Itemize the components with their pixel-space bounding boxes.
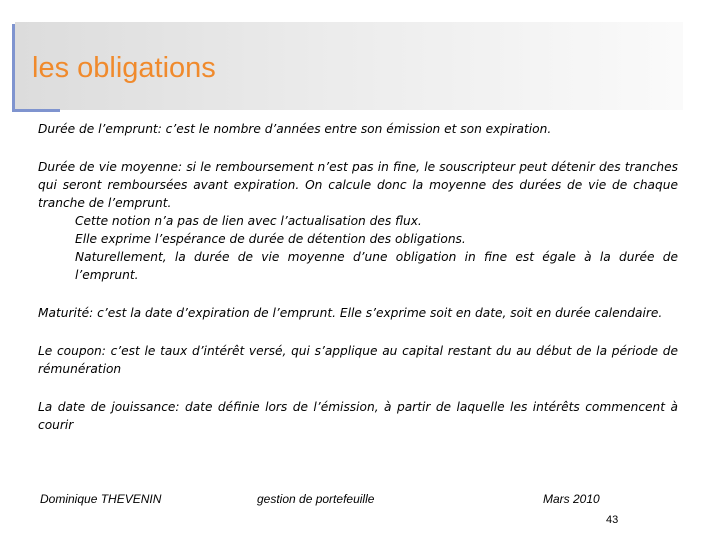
sub-point-in-fine: Naturellement, la durée de vie moyenne d’une obligation in fine est égale à la durée de l’emprunt. [75,250,678,282]
footer-course: gestion de portefeuille [257,492,375,506]
sub-point-actualisation: Cette notion n’a pas de lien avec l’actualisation des flux. [75,214,422,228]
paragraph-coupon: Le coupon: c’est le taux d’intérêt versé, qui s’applique au capital restant du au début de la période de rémunération [38,344,678,376]
sub-point-esperance: Elle exprime l’espérance de durée de détention des obligations. [75,232,466,246]
title-accent-horizontal [12,109,60,112]
slide-content [38,120,678,434]
paragraph-maturite: Maturité: c’est la date d’expiration de l’emprunt. Elle s’exprime soit en date, soit en durée calendaire. [38,306,663,320]
paragraph-date-jouissance: La date de jouissance: date définie lors de l’émission, à partir de laquelle les intérêts commencent à courir [38,400,678,432]
footer-author: Dominique THEVENIN [40,492,162,506]
footer-date: Mars 2010 [543,492,600,506]
title-accent-vertical [12,24,15,112]
paragraph-duree-emprunt: Durée de l’emprunt: c’est le nombre d’années entre son émission et son expiration. [38,122,552,136]
paragraph-duree-vie-moyenne: Durée de vie moyenne: si le remboursement n’est pas in fine, le souscripteur peut détenir des tranches qui seront remboursées avant expiration. On calcule donc la moyenne des durées de vie de chaque tranche de l’emprunt. [38,160,678,210]
page-number: 43 [606,514,619,526]
slide-title: les obligations [32,52,216,84]
